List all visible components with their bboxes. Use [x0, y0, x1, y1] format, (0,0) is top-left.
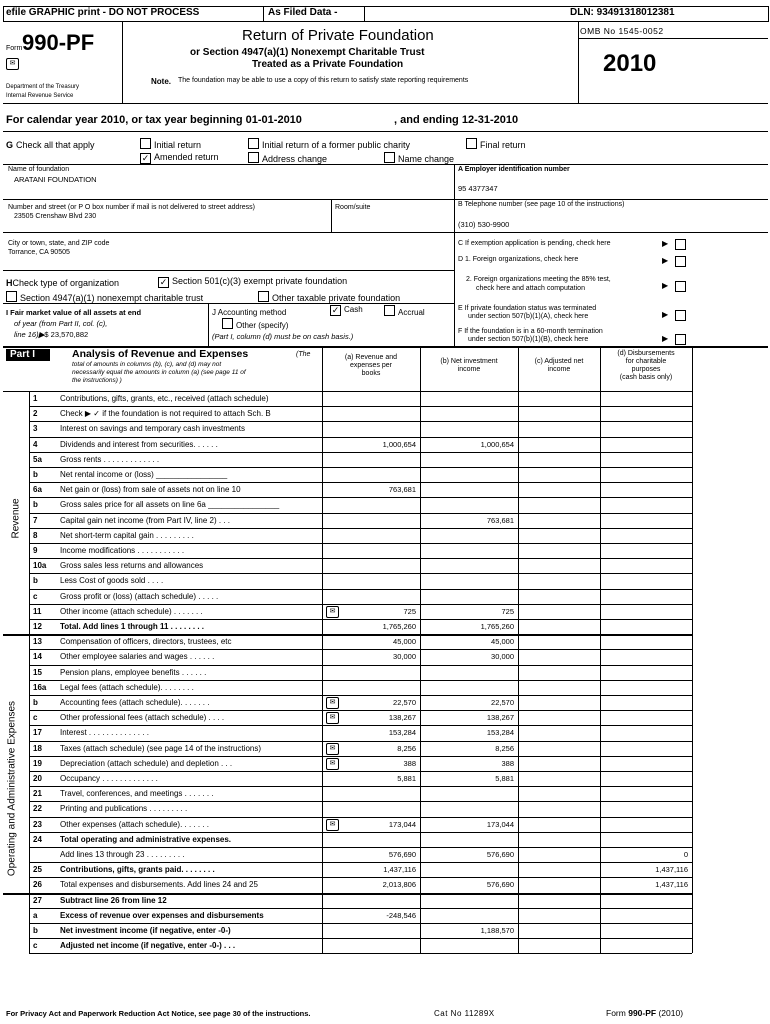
row-14-col-b: 725: [501, 606, 514, 616]
phone-label: B Telephone number (see page 10 of the instructions): [458, 201, 625, 208]
room-suite-label: Room/suite: [335, 204, 371, 211]
g-address-change[interactable]: Address change: [248, 152, 327, 164]
j-accrual[interactable]: Accrual: [384, 305, 425, 317]
row-24-line-number: 19: [33, 758, 42, 768]
i-fmv-line2: of year (from Part II, col. (c),: [14, 319, 108, 328]
part-i-desc-1: total of amounts in columns (b), (c), and (d) may not: [72, 361, 222, 368]
ein-label: A Employer identification number: [458, 166, 570, 173]
row-15-description: Total. Add lines 1 through 11 . . . . . . . .: [60, 622, 205, 631]
d2-arrow-icon: ▶: [662, 281, 669, 290]
row-20-description: Accounting fees (attach schedule). . . . . . .: [60, 698, 210, 707]
row-34-col-a: -248,546: [386, 910, 416, 920]
row-11-description: Gross sales less returns and allowances: [60, 561, 204, 571]
h-other-taxable[interactable]: Other taxable private foundation: [258, 291, 400, 303]
row-3-line-number: 4: [33, 439, 38, 449]
row-5-description: Net rental income or (loss) ________________: [60, 470, 228, 479]
row-23-description: Taxes (attach schedule) (see page 14 of the instructions): [60, 743, 261, 753]
dln: DLN: 93491318012381: [570, 7, 675, 18]
row-34-line-number: a: [33, 910, 38, 920]
row-30-col-a: 576,690: [388, 850, 416, 859]
row-27-description: Printing and publications . . . . . . . . .: [60, 804, 188, 814]
row-32-col-b: 576,690: [486, 880, 514, 890]
row-20-line-number: b: [33, 698, 38, 707]
f-arrow-icon: ▶: [662, 334, 669, 343]
e-terminated: E If private foundation status was terminated: [458, 305, 597, 312]
row-23-line-number: 18: [33, 743, 42, 753]
j-accounting-method: J Accounting method: [212, 308, 287, 317]
row-13-description: Gross profit or (loss) (attach schedule) . . . . .: [60, 591, 219, 601]
row-12-line-number: b: [33, 576, 38, 586]
row-30-col-d: 0: [683, 850, 688, 859]
row-6-line-number: 6a: [33, 485, 42, 495]
form-title: Return of Private Foundation: [242, 27, 434, 44]
row-31-line-number: 25: [33, 865, 42, 875]
row-26-description: Travel, conferences, and meetings . . . . . . .: [60, 789, 214, 799]
row-8-col-b: 763,681: [486, 515, 514, 525]
row-35-col-b: 1,188,570: [480, 926, 514, 935]
e-checkbox[interactable]: [675, 310, 686, 321]
row-17-line-number: 14: [33, 652, 42, 662]
row-10-line-number: 9: [33, 546, 38, 555]
row-20-col-a: 22,570: [393, 698, 416, 707]
g-amended-return[interactable]: ✓ Amended return: [141, 152, 219, 163]
dept-treasury: Department of the Treasury: [6, 84, 80, 90]
row-14-col-a: 725: [403, 606, 416, 616]
part-i-title: Analysis of Revenue and Expenses: [72, 348, 249, 360]
row-6-col-a: 763,681: [388, 485, 416, 495]
street-label: Number and street (or P O box number if mail is not delivered to street address): [8, 204, 255, 211]
row-7-description: Gross sales price for all assets on line 6a ________________: [60, 500, 280, 510]
privacy-notice: For Privacy Act and Paperwork Reduction Act Notice, see page 30 of the instructions.: [6, 1009, 311, 1018]
row-7-line-number: b: [33, 500, 38, 510]
row-16-col-b: 45,000: [491, 637, 514, 647]
footer-form: Form 990-PF (2010): [606, 1008, 684, 1018]
row-35-description: Net investment income (if negative, enter -0-): [60, 926, 231, 935]
row-23-col-b: 8,256: [495, 743, 514, 753]
row-31-description: Contributions, gifts, grants paid. . . . . . . .: [60, 865, 215, 875]
row-12-description: Less Cost of goods sold . . . .: [60, 576, 164, 586]
g-check-all: Check all that apply: [16, 140, 95, 150]
row-32-line-number: 26: [33, 880, 42, 890]
row-21-col-b: 138,267: [486, 713, 514, 723]
form-subtitle-2: Treated as a Private Foundation: [252, 59, 404, 70]
i-fmv-line3: line 16)▶$ 23,570,882: [14, 330, 89, 339]
row-13-line-number: c: [33, 591, 38, 601]
j-note: (Part I, column (d) must be on cash basis.): [212, 332, 354, 341]
row-22-line-number: 17: [33, 728, 42, 738]
row-30-description: Add lines 13 through 23 . . . . . . . . .: [60, 850, 185, 859]
row-3-col-a: 1,000,654: [382, 439, 416, 449]
row-28-col-a: 173,044: [388, 819, 416, 829]
h-check-type: HCheck type of organization: [6, 278, 120, 288]
ein-value: 95 4377347: [458, 184, 498, 193]
e-arrow-icon: ▶: [662, 310, 669, 319]
row-25-line-number: 20: [33, 774, 42, 783]
d2-85-test-2: check here and attach computation: [476, 285, 585, 292]
row-22-col-a: 153,284: [388, 728, 416, 738]
row-29-line-number: 24: [33, 834, 42, 844]
row-25-description: Occupancy . . . . . . . . . . . . .: [60, 774, 158, 783]
row-31-col-d: 1,437,116: [655, 865, 688, 875]
calendar-year-line: For calendar year 2010, or tax year beginning 01-01-2010: [6, 114, 302, 126]
row-14-line-number: 11: [33, 606, 42, 616]
tax-year: 2010: [603, 50, 657, 77]
row-16-line-number: 13: [33, 637, 42, 647]
row-17-col-b: 30,000: [491, 652, 514, 662]
row-16-col-a: 45,000: [393, 637, 416, 647]
e-terminated-2: under section 507(b)(1)(A), check here: [468, 313, 589, 320]
row-18-description: Pension plans, employee benefits . . . . . .: [60, 667, 207, 677]
foundation-name: ARATANI FOUNDATION: [14, 175, 97, 184]
calendar-ending: , and ending 12-31-2010: [394, 114, 519, 126]
row-21-line-number: c: [33, 713, 38, 723]
row-22-col-b: 153,284: [486, 728, 514, 738]
d1-arrow-icon: ▶: [662, 256, 669, 265]
row-10-description: Income modifications . . . . . . . . . . .: [60, 546, 185, 555]
row-34-description: Excess of revenue over expenses and disbursements: [60, 910, 264, 920]
form-prefix: Form: [6, 45, 23, 52]
row-6-description: Net gain or (loss) from sale of assets not on line 10: [60, 485, 241, 495]
row-15-col-b: 1,765,260: [480, 622, 514, 631]
row-35-line-number: b: [33, 926, 38, 935]
row-31-col-a: 1,437,116: [383, 865, 416, 875]
row-4-description: Gross rents . . . . . . . . . . . . .: [60, 454, 160, 464]
row-9-description: Net short-term capital gain . . . . . . . . .: [60, 530, 194, 540]
side-label-expenses: Operating and Administrative Expenses: [6, 700, 18, 877]
row-3-col-b: 1,000,654: [480, 439, 514, 449]
f-termination-2: under section 507(b)(1)(B), check here: [468, 336, 589, 343]
j-other[interactable]: Other (specify): [222, 318, 288, 330]
d1-checkbox[interactable]: [675, 256, 686, 267]
row-17-description: Other employee salaries and wages . . . . . .: [60, 652, 215, 662]
row-17-col-a: 30,000: [393, 652, 416, 662]
row-21-col-a: 138,267: [388, 713, 416, 723]
row-0-description: Contributions, gifts, grants, etc., received (attach schedule): [60, 394, 269, 403]
g-initial-return-former[interactable]: Initial return of a former public charity: [248, 138, 410, 150]
street-value: 23505 Crenshaw Blvd 230: [14, 213, 97, 220]
omb-number: OMB No 1545-0052: [580, 26, 664, 36]
row-32-col-d: 1,437,116: [655, 880, 688, 890]
col-a-header: (a) Revenue and expenses per books: [344, 354, 398, 377]
col-d-header: (d) Disbursements for charitable purposes (cash basis only): [617, 350, 675, 381]
row-30-col-b: 576,690: [486, 850, 514, 859]
i-fmv-line1: I Fair market value of all assets at end: [6, 308, 142, 317]
city-value: Torrance, CA 90505: [8, 249, 70, 256]
row-33-line-number: 27: [33, 895, 42, 905]
row-25-col-a: 5,881: [397, 774, 416, 783]
col-b-header: (b) Net investment income: [440, 358, 498, 373]
row-5-line-number: b: [33, 470, 38, 479]
f-termination: F If the foundation is in a 60-month termination: [458, 328, 603, 335]
row-27-line-number: 22: [33, 804, 42, 814]
h-501c3[interactable]: ✓ Section 501(c)(3) exempt private foundation: [159, 276, 348, 287]
col-c-header: (c) Adjusted net income: [534, 358, 584, 373]
efile-banner: efile GRAPHIC print - DO NOT PROCESS: [6, 7, 200, 18]
note-text: The foundation may be able to use a copy of this return to satisfy state reporting requirements: [178, 77, 469, 84]
part-i-desc-2: necessarily equal the amounts in column (a) (see page 11 of: [72, 369, 246, 376]
row-33-description: Subtract line 26 from line 12: [60, 895, 167, 905]
attachment-icon[interactable]: ✉: [326, 606, 339, 618]
row-29-description: Total operating and administrative expenses.: [60, 834, 232, 844]
as-filed-label: As Filed Data -: [268, 7, 338, 18]
side-label-revenue: Revenue: [10, 498, 22, 539]
row-28-col-b: 173,044: [486, 819, 514, 829]
row-24-col-a: 388: [403, 758, 416, 768]
row-4-line-number: 5a: [33, 454, 42, 464]
row-22-description: Interest . . . . . . . . . . . . . .: [60, 728, 149, 738]
row-36-line-number: c: [33, 941, 38, 951]
cat-number: Cat No 11289X: [434, 1009, 495, 1018]
row-24-col-b: 388: [501, 758, 514, 768]
row-15-col-a: 1,765,260: [382, 622, 416, 631]
row-3-description: Dividends and interest from securities. . . . . .: [60, 439, 218, 449]
row-32-col-a: 2,013,806: [382, 880, 416, 890]
efile-attachment-icon: ✉: [6, 58, 19, 70]
row-2-description: Interest on savings and temporary cash investments: [60, 424, 245, 434]
row-19-line-number: 16a: [33, 682, 47, 692]
g-label: G: [6, 140, 14, 150]
row-36-description: Adjusted net income (if negative, enter -0-) . . .: [60, 941, 236, 951]
j-cash[interactable]: ✓ Cash: [331, 305, 363, 315]
attachment-icon[interactable]: ✉: [326, 758, 339, 770]
f-checkbox[interactable]: [675, 334, 686, 345]
form-subtitle-1: or Section 4947(a)(1) Nonexempt Charitable Trust: [190, 47, 425, 58]
part-i-desc-3: the instructions) ): [72, 377, 122, 384]
row-21-description: Other professional fees (attach schedule) . . . .: [60, 713, 225, 723]
h-4947[interactable]: Section 4947(a)(1) nonexempt charitable trust: [6, 291, 203, 303]
d1-foreign-org: D 1. Foreign organizations, check here: [458, 256, 579, 263]
row-24-description: Depreciation (attach schedule) and depletion . . .: [60, 758, 233, 768]
row-26-line-number: 21: [33, 789, 42, 799]
city-label: City or town, state, and ZIP code: [8, 240, 110, 247]
foundation-name-label: Name of foundation: [8, 166, 70, 173]
row-11-line-number: 10a: [33, 561, 47, 571]
row-32-description: Total expenses and disbursements. Add lines 24 and 25: [60, 880, 258, 890]
attachment-icon[interactable]: ✉: [326, 819, 339, 831]
g-name-change[interactable]: Name change: [384, 152, 454, 164]
row-15-line-number: 12: [33, 622, 42, 631]
row-18-line-number: 15: [33, 667, 42, 677]
c-arrow-icon: ▶: [662, 239, 669, 248]
row-28-line-number: 23: [33, 819, 42, 829]
row-23-col-a: 8,256: [397, 743, 416, 753]
row-8-description: Capital gain net income (from Part IV, line 2) . . .: [60, 515, 231, 525]
row-0-line-number: 1: [33, 394, 38, 403]
form-number: 990-PF: [22, 30, 95, 55]
row-8-line-number: 7: [33, 515, 38, 525]
row-1-description: Check ▶ ✓ if the foundation is not required to attach Sch. B: [60, 409, 271, 419]
row-14-description: Other income (attach schedule) . . . . . . .: [60, 606, 203, 616]
row-2-line-number: 3: [33, 424, 38, 434]
g-initial-return[interactable]: Initial return: [140, 138, 201, 150]
g-final-return[interactable]: Final return: [466, 138, 526, 150]
row-20-col-b: 22,570: [491, 698, 514, 707]
row-9-line-number: 8: [33, 530, 38, 540]
row-16-description: Compensation of officers, directors, trustees, etc: [60, 637, 232, 647]
part-i-title-note: (The: [296, 351, 311, 358]
row-28-description: Other expenses (attach schedule). . . . . . .: [60, 819, 209, 829]
d2-checkbox[interactable]: [675, 281, 686, 292]
c-exemption-pending: C If exemption application is pending, check here: [458, 240, 611, 247]
attachment-icon[interactable]: ✉: [326, 743, 339, 755]
row-25-col-b: 5,881: [495, 774, 514, 783]
phone-value: (310) 530-9900: [458, 220, 510, 229]
row-1-line-number: 2: [33, 409, 38, 419]
d2-85-test: 2. Foreign organizations meeting the 85% test,: [466, 276, 611, 283]
dept-irs: Internal Revenue Service: [6, 93, 74, 99]
part-i-label: Part I: [10, 349, 36, 360]
row-19-description: Legal fees (attach schedule). . . . . . . .: [60, 682, 194, 692]
note-label: Note.: [151, 77, 171, 86]
c-checkbox[interactable]: [675, 239, 686, 250]
attachment-icon[interactable]: ✉: [326, 712, 339, 724]
attachment-icon[interactable]: ✉: [326, 697, 339, 709]
